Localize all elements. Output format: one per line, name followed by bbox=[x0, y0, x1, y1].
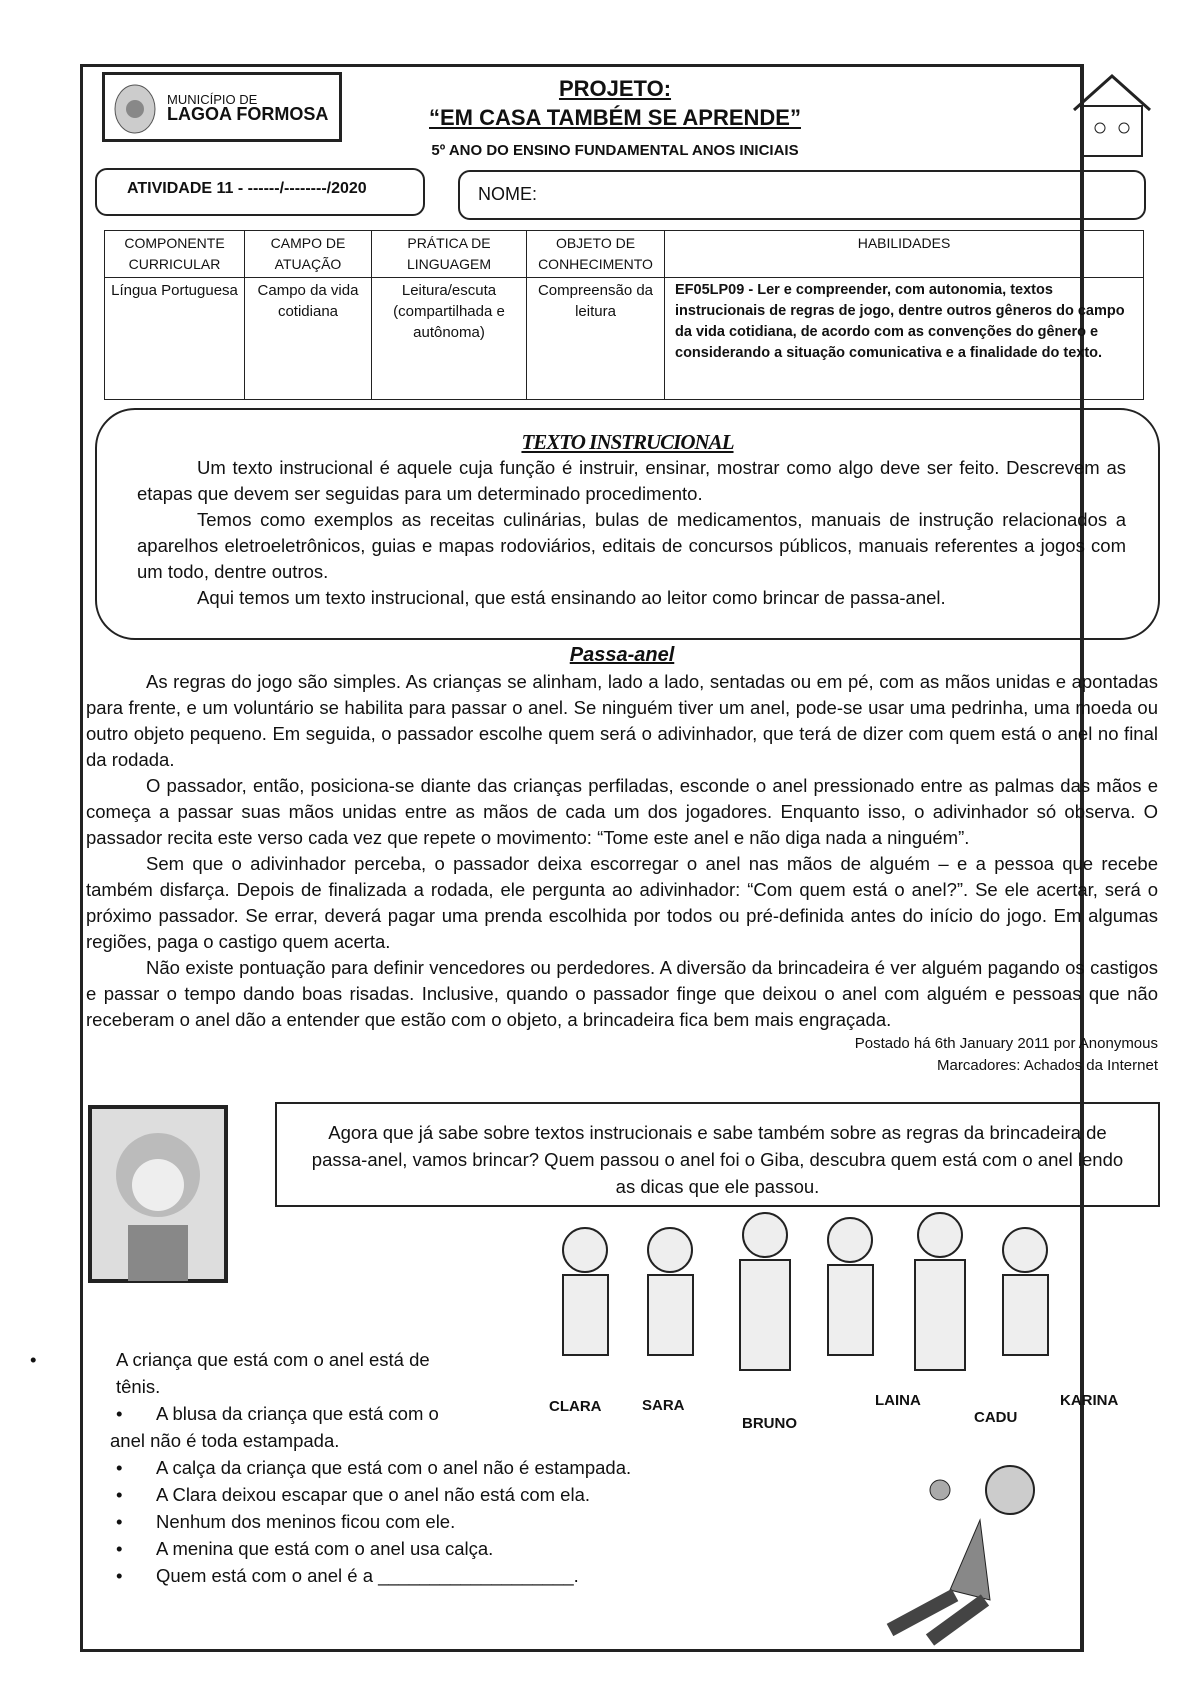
th-field: CAMPO DE ATUAÇÃO bbox=[245, 231, 372, 278]
story bbox=[86, 644, 1158, 1077]
story-paragraph: Não existe pontuação para definir vencedores ou perdedores. A diversão da brincadeira é ver alguém pagando os castigos e passar o tempo dando boas risadas. Inclusive, quando o passador finge que deixou o anel com alguém e pessoas que não receberam o anel dão a entender que estão com o objeto, a brincadeira fica bem mais engraçada. bbox=[86, 957, 1158, 1030]
clue-item: • A Clara deixou escapar que o anel não está com ela. bbox=[110, 1481, 670, 1508]
house-family-icon bbox=[1070, 70, 1154, 160]
clue-item: • A blusa da criança que está com o anel não é toda estampada. bbox=[110, 1400, 470, 1454]
curriculum-table bbox=[104, 230, 1144, 400]
cell-field: Campo da vida cotidiana bbox=[245, 278, 372, 400]
intro-paragraph: Um texto instrucional é aquele cuja função é instruir, ensinar, mostrar como algo deve ser feito. Descrevem as etapas que devem ser seguidas para um determinado procedimento. bbox=[137, 457, 1126, 504]
municipality-logo bbox=[102, 72, 342, 142]
cell-object: Compreensão da leitura bbox=[527, 278, 665, 400]
coat-of-arms-icon bbox=[111, 79, 159, 135]
clue-item: • A menina que está com o anel usa calça. bbox=[110, 1535, 670, 1562]
activity-label: ATIVIDADE 11 - ------/--------/2020 bbox=[127, 180, 367, 197]
intro-title: TEXTO INSTRUCIONAL bbox=[521, 430, 734, 454]
th-component: COMPONENTE CURRICULAR bbox=[105, 231, 245, 278]
cell-component: Língua Portuguesa bbox=[105, 278, 245, 400]
cell-practice: Leitura/escuta (compartilhada e autônoma) bbox=[372, 278, 527, 400]
intro-box bbox=[95, 408, 1160, 640]
th-practice: PRÁTICA DE LINGUAGEM bbox=[372, 231, 527, 278]
labels-line: Marcadores: Achados da Internet bbox=[937, 1057, 1158, 1074]
municipality-line1: MUNICÍPIO DE bbox=[167, 92, 258, 107]
child-name: BRUNO bbox=[742, 1415, 797, 1432]
project-name: “EM CASA TAMBÉM SE APRENDE” bbox=[429, 105, 801, 130]
child-name: KARINA bbox=[1060, 1392, 1119, 1409]
child-name: CADU bbox=[974, 1409, 1018, 1426]
speech-bubble bbox=[275, 1102, 1160, 1207]
clue-item[interactable]: • Quem está com o anel é a ___________________. bbox=[110, 1562, 670, 1589]
clues-list bbox=[110, 1346, 670, 1589]
clue-item: • Nenhum dos meninos ficou com ele. bbox=[110, 1508, 670, 1535]
story-paragraph: Sem que o adivinhador perceba, o passador deixa escorregar o anel nas mãos de alguém – e a pessoa que recebe também disfarça. Depois de finalizada a rodada, ele pergunta ao adivinhador: “Com quem está o anel?”. Se ele acertar, será o próximo passador. Se errar, deverá pagar uma prenda escolhida por todos ou pré-definida antes do início do jogo. Em algumas regiões, paga o castigo quem acerta. bbox=[86, 853, 1158, 952]
labels-link[interactable]: Achados da Internet bbox=[1023, 1057, 1158, 1074]
story-paragraph: As regras do jogo são simples. As crianças se alinham, lado a lado, sentadas ou em pé, com as mãos unidas e apontadas para frente, e um voluntário se habilita para passar o anel. Se ninguém tiver um anel, pode-se usar uma pedrinha, uma moeda ou outro objeto pequeno. Em seguida, o passador escolhe quem será o adivinhador, que terá de dizer com quem está o anel no final da rodada. bbox=[86, 671, 1158, 770]
municipality-line2: LAGOA FORMOSA bbox=[167, 104, 329, 124]
speech-text: Agora que já sabe sobre textos instrucionais e sabe também sobre as regras da brincadeira de passa-anel, vamos brincar? Quem passou o anel foi o Giba, descubra quem está com o anel lendo as dicas que ele passou. bbox=[311, 1122, 1124, 1197]
clue-item: • A calça da criança que está com o anel não é estampada. bbox=[110, 1454, 670, 1481]
intro-paragraph: Aqui temos um texto instrucional, que está ensinando ao leitor como brincar de passa-anel. bbox=[197, 587, 946, 608]
activity-box bbox=[95, 168, 425, 216]
grade-line: 5º ANO DO ENSINO FUNDAMENTAL ANOS INICIAIS bbox=[431, 142, 799, 159]
project-label: PROJETO: bbox=[558, 76, 672, 101]
child-name: SARA bbox=[642, 1397, 685, 1414]
author-link[interactable]: Anonymous bbox=[1078, 1035, 1158, 1052]
girl-illustration bbox=[88, 1105, 228, 1283]
name-label: NOME: bbox=[478, 184, 538, 204]
th-object: OBJETO DE CONHECIMENTO bbox=[527, 231, 665, 278]
story-paragraph: O passador, então, posiciona-se diante das crianças perfiladas, esconde o anel pressionado entre as palmas das mãos e começa a passar suas mãos unidas entre as mãos de cada um dos jogadores. Enquanto isso, o adivinhador só observa. O passador recita este verso cada vez que repete o movimento: “Tome este anel e não diga nada a ninguém”. bbox=[86, 775, 1158, 848]
child-name: LAINA bbox=[875, 1392, 921, 1409]
intro-paragraph: Temos como exemplos as receitas culinárias, bulas de medicamentos, manuais de instrução relacionados a aparelhos eletroeletrônicos, guias e mapas rodoviários, editais de concursos públicos, manuais referentes a jogos com um todo, dentre outros. bbox=[137, 509, 1126, 582]
story-title: Passa-anel bbox=[569, 644, 675, 666]
clue-item: • A criança que está com o anel está de tênis. bbox=[110, 1346, 470, 1400]
child-name: CLARA bbox=[549, 1398, 602, 1415]
name-field[interactable] bbox=[458, 170, 1146, 220]
posted-line: Postado há 6th January 2011 por Anonymous bbox=[854, 1035, 1158, 1052]
cell-skills: EF05LP09 - Ler e compreender, com autonomia, textos instrucionais de regras de jogo, dentre outros gêneros do campo da vida cotidiana, de acordo com as convenções do gênero e considerando a situação comunicativa e a finalidade do texto. bbox=[665, 278, 1144, 400]
th-skills: HABILIDADES bbox=[665, 231, 1144, 278]
giba-illustration bbox=[870, 1460, 1070, 1650]
